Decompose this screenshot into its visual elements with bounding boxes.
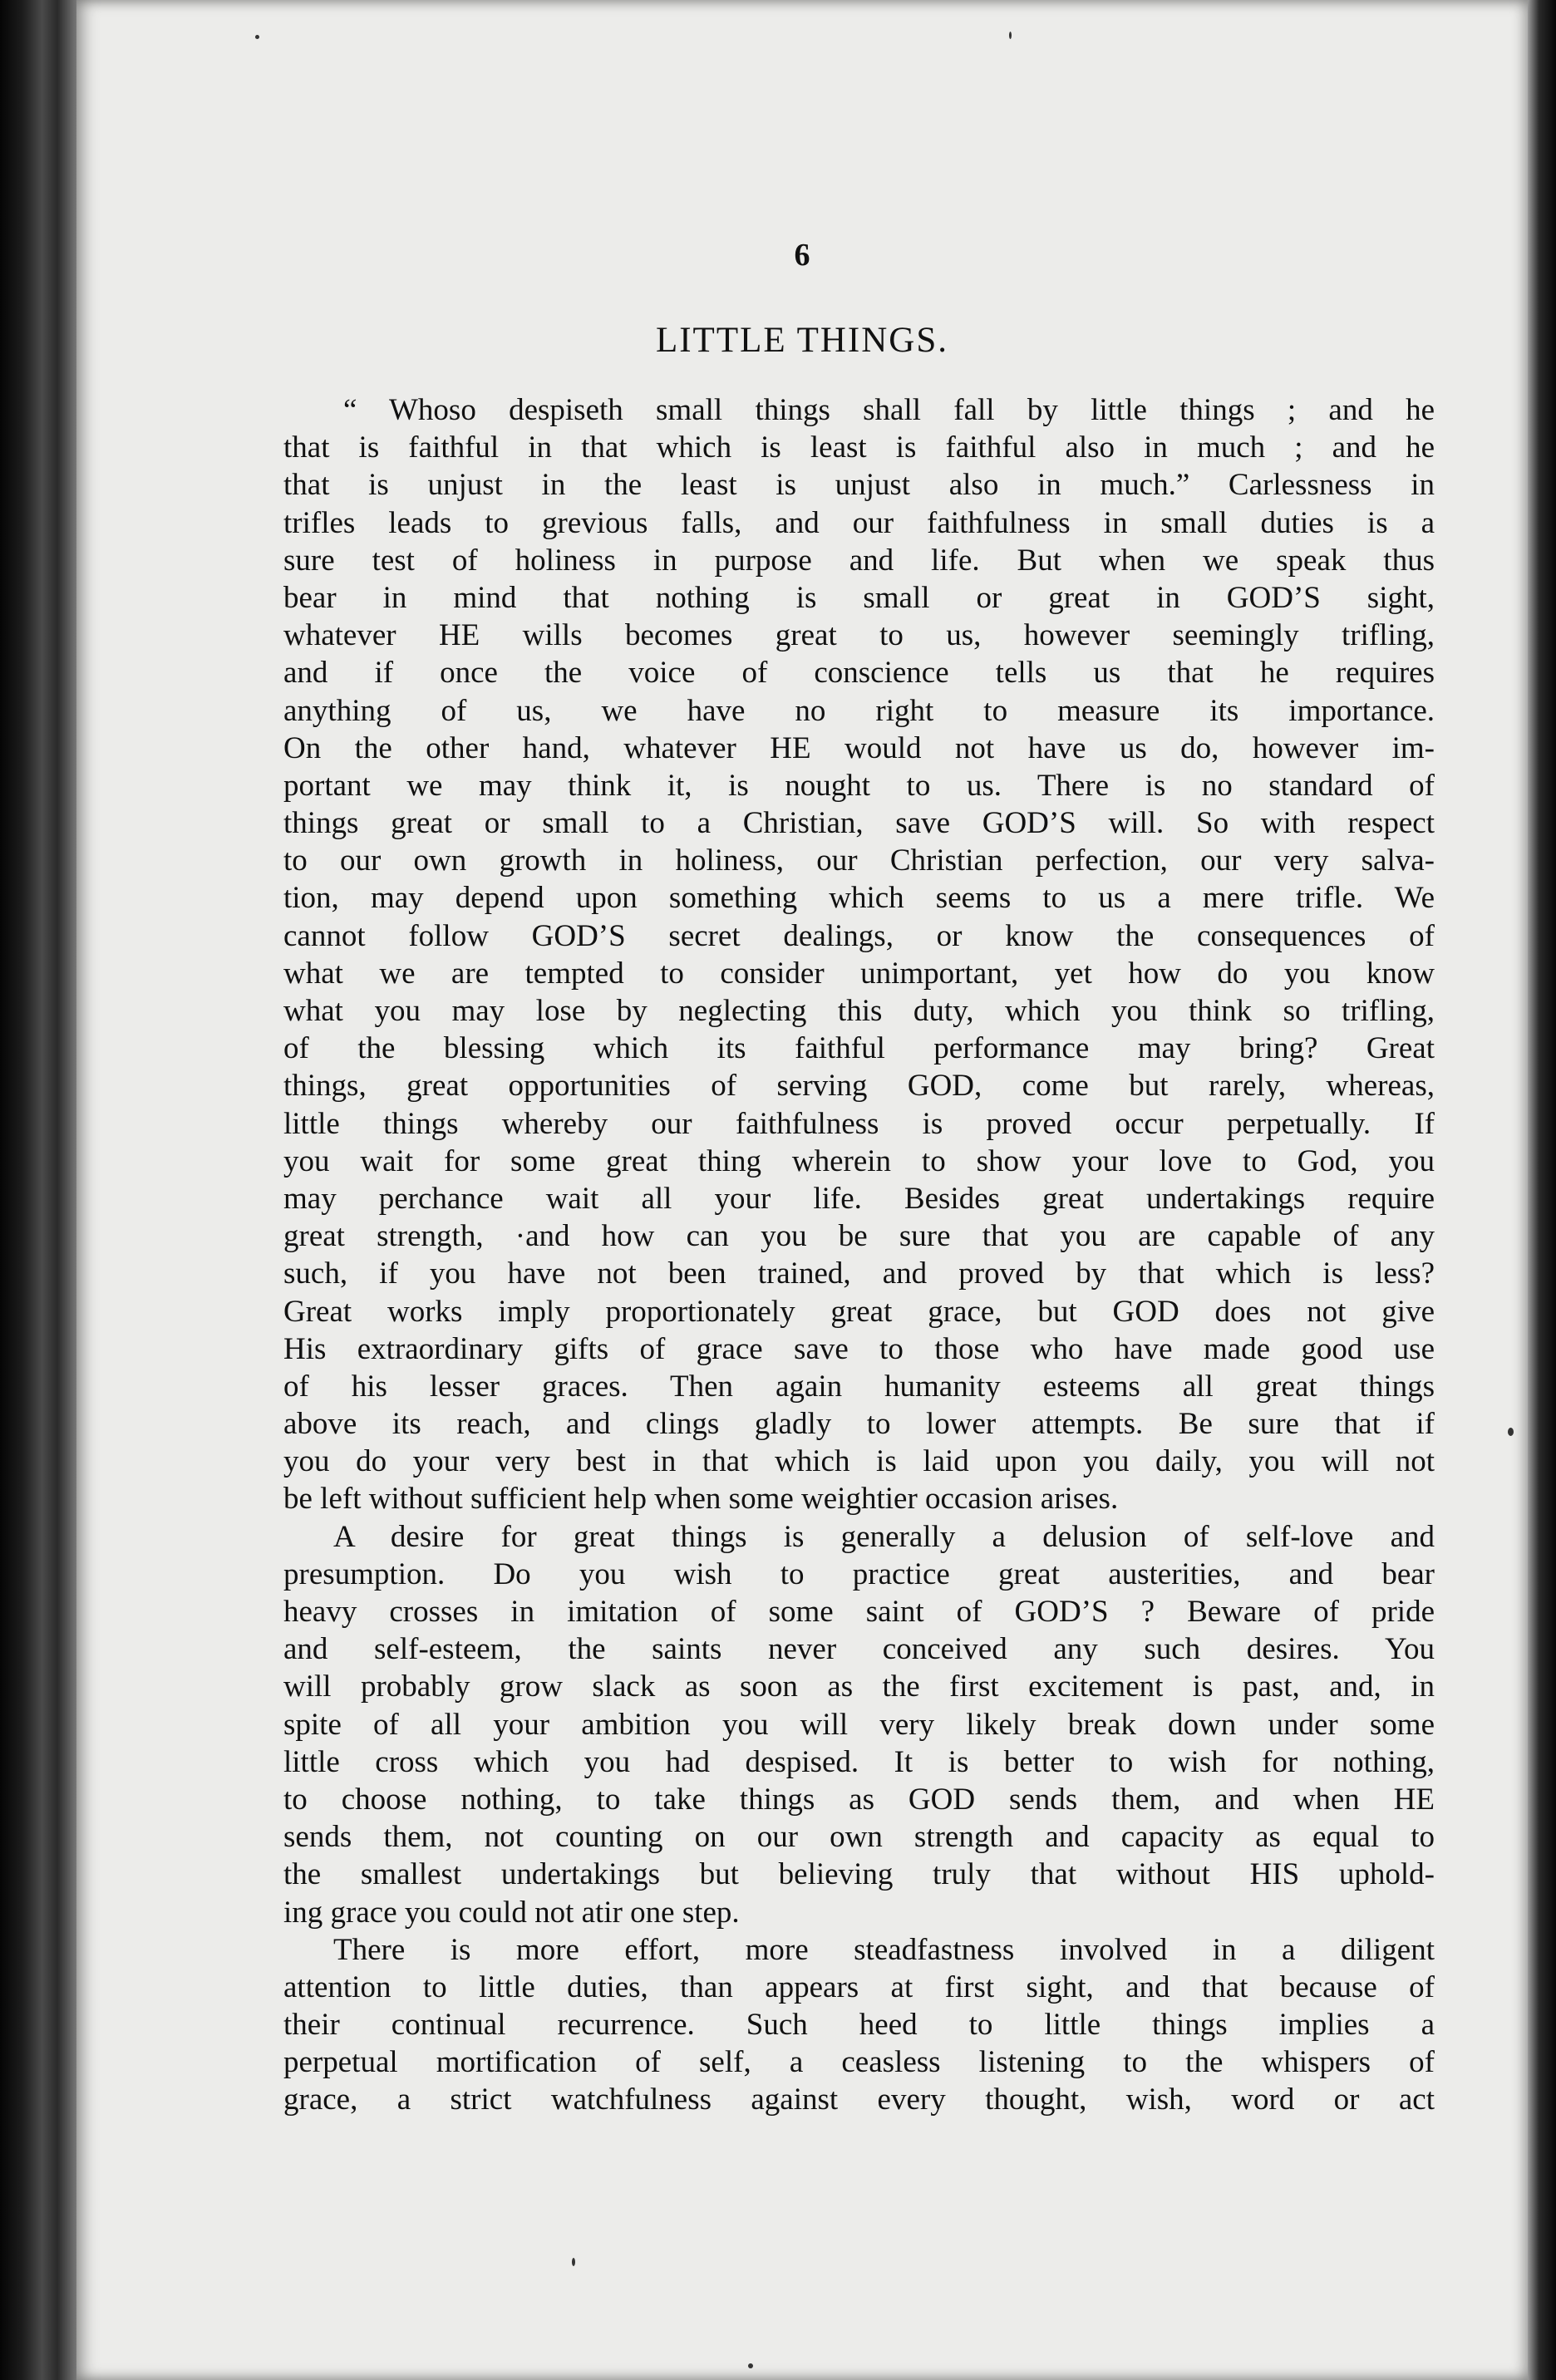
text-line: things great or small to a Christian, save GOD’S will. So with respect	[283, 806, 1435, 841]
text-line: trifles leads to grevious falls, and our faithfulness in small duties is a	[283, 505, 1435, 540]
text-line: great strength, ·and how can you be sure that you are capable of any	[283, 1219, 1435, 1254]
text-line: cannot follow GOD’S secret dealings, or know the consequences of	[283, 918, 1435, 953]
text-line: On the other hand, whatever HE would not have us do, however im-	[283, 730, 1435, 765]
text-line: whatever HE wills becomes great to us, however seemingly trifling,	[283, 618, 1435, 653]
text-line: There is more effort, more steadfastness involved in a diligent	[333, 1932, 1435, 1967]
text-line: attention to little duties, than appears at first sight, and that because of	[283, 1969, 1435, 2004]
paper-speck	[255, 35, 259, 39]
text-line: bear in mind that nothing is small or great in GOD’S sight,	[283, 580, 1435, 615]
text-line: Great works imply proportionately great grace, but GOD does not give	[283, 1294, 1435, 1329]
text-line: perpetual mortification of self, a ceasless listening to the whispers of	[283, 2045, 1435, 2080]
text-line: the smallest undertakings but believing truly that without HIS uphold-	[283, 1857, 1435, 1892]
text-line: tion, may depend upon something which seems to us a mere trifle. We	[283, 881, 1435, 916]
text-line: that is unjust in the least is unjust also in much.” Carlessness in	[283, 468, 1435, 503]
text-line: sends them, not counting on our own strength and capacity as equal to	[283, 1820, 1435, 1855]
text-line: heavy crosses in imitation of some saint of GOD’S ? Beware of pride	[283, 1595, 1435, 1629]
paragraph	[283, 1931, 1435, 2119]
text-line: portant we may think it, is nought to us. There is no standard of	[283, 768, 1435, 803]
text-line: that is faithful in that which is least is faithful also in much ; and he	[283, 430, 1435, 465]
text-line: “ Whoso despiseth small things shall fall by little things ; and he	[343, 393, 1435, 427]
page-number: 6	[794, 238, 810, 273]
text-line: you do your very best in that which is laid upon you daily, you will not	[283, 1444, 1435, 1479]
text-line: things, great opportunities of serving GOD, come but rarely, whereas,	[283, 1069, 1435, 1104]
text-line: ing grace you could not atir one step.	[283, 1895, 740, 1930]
book-page	[76, 0, 1528, 2380]
text-line: and self-esteem, the saints never conceived any such desires. You	[283, 1632, 1435, 1667]
body-text	[283, 391, 1435, 2119]
paper-speck	[572, 2258, 575, 2266]
text-line: above its reach, and clings gladly to lower attempts. Be sure that if	[283, 1407, 1435, 1442]
text-line: will probably grow slack as soon as the first excitement is past, and, in	[283, 1669, 1435, 1704]
text-line: such, if you have not been trained, and proved by that which is less?	[283, 1256, 1435, 1291]
text-line: be left without sufficient help when some weightier occasion arises.	[283, 1482, 1119, 1517]
text-line: what we are tempted to consider unimportant, yet how do you know	[283, 956, 1435, 991]
text-line: little things whereby our faithfulness is proved occur perpetually. If	[283, 1106, 1435, 1141]
text-line: anything of us, we have no right to measure its importance.	[283, 693, 1435, 728]
text-line: to choose nothing, to take things as GOD sends them, and when HE	[283, 1782, 1435, 1817]
text-line: A desire for great things is generally a delusion of self-love and	[333, 1519, 1435, 1554]
paragraph	[283, 391, 1435, 1518]
text-line: presumption. Do you wish to practice great austerities, and bear	[283, 1556, 1435, 1591]
text-line: and if once the voice of conscience tells us that he requires	[283, 656, 1435, 691]
paper-speck	[1508, 1428, 1514, 1436]
text-line: sure test of holiness in purpose and life. But when we speak thus	[283, 543, 1435, 578]
text-line: may perchance wait all your life. Besides great undertakings require	[283, 1181, 1435, 1216]
text-line: you wait for some great thing wherein to show your love to God, you	[283, 1143, 1435, 1178]
text-line: their continual recurrence. Such heed to little things implies a	[283, 2008, 1435, 2043]
chapter-title: LITTLE THINGS.	[655, 321, 949, 360]
paragraph	[283, 1518, 1435, 1931]
text-line: His extraordinary gifts of grace save to those who have made good use	[283, 1331, 1435, 1366]
page-right-edge	[1528, 0, 1556, 2380]
text-line: of his lesser graces. Then again humanity esteems all great things	[283, 1369, 1435, 1404]
text-line: grace, a strict watchfulness against every thought, wish, word or act	[283, 2082, 1435, 2117]
paper-speck	[1009, 32, 1012, 39]
text-line: spite of all your ambition you will very likely break down under some	[283, 1707, 1435, 1742]
book-spine-edge	[0, 0, 76, 2380]
text-line: what you may lose by neglecting this duty, which you think so trifling,	[283, 994, 1435, 1028]
text-line: to our own growth in holiness, our Christian perfection, our very salva-	[283, 843, 1435, 878]
paper-speck	[748, 2363, 753, 2368]
text-line: of the blessing which its faithful performance may bring? Great	[283, 1031, 1435, 1066]
text-line: little cross which you had despised. It is better to wish for nothing,	[283, 1744, 1435, 1779]
